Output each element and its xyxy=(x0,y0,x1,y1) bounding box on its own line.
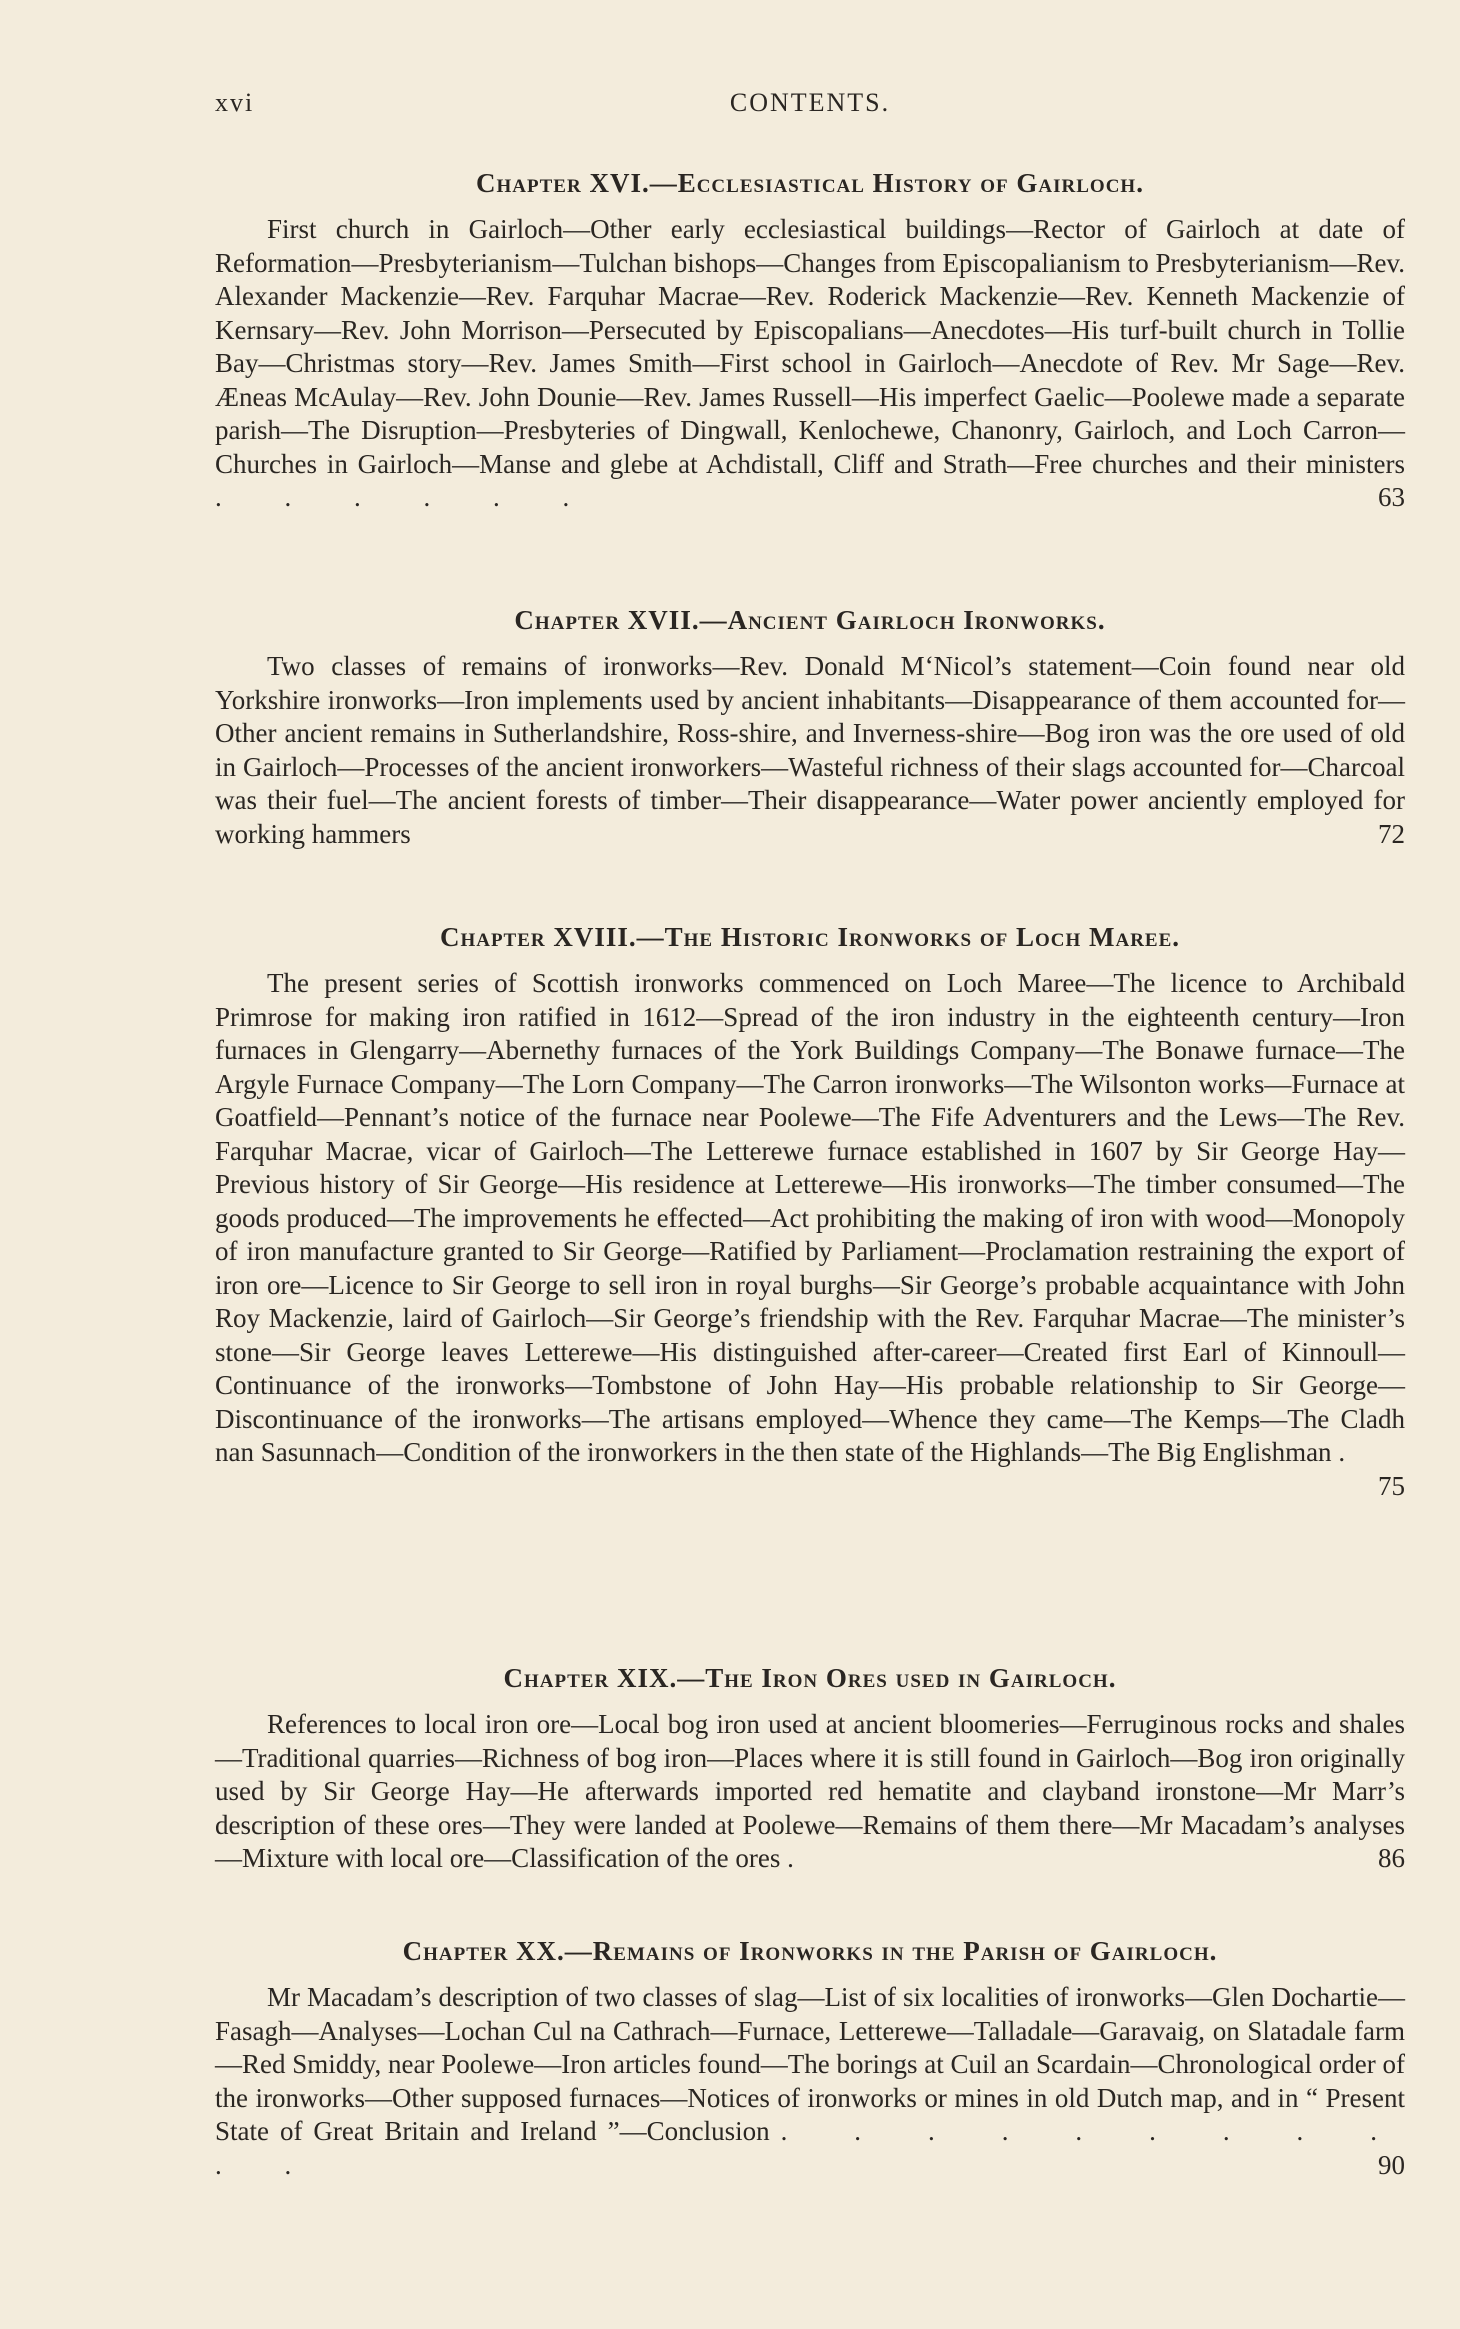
page-reference: 63 xyxy=(1378,482,1405,512)
chapter-title: Chapter XVI.—Ecclesiastical History of Gairloch. xyxy=(476,168,1144,198)
page-reference: 90 xyxy=(1378,2149,1405,2180)
running-head xyxy=(215,88,1405,128)
chapter-title: Chapter XVIII.—The Historic Ironworks of Loch Maree. xyxy=(439,922,1181,952)
summary-text: First church in Gairloch—Other early ecclesiastical buildings—Rector of Gairloch at date of Reformation—Presbyterianism—Tulchan bishops—Changes from Episcopalianism to Presbyterianism—Rev. Alexander Mackenzie—Rev. Farquhar Macrae—Rev. Roderick Mackenzie—Rev. Kenneth Mackenzie of Kernsary—Rev. John Morrison—Persecuted by Episcopalians—Anecdotes—His turf-built church in Tollie Bay—Christmas story—Rev. James Smith—First school in Gairloch—Anecdote of Rev. Mr Sage—Rev. Æneas McAulay—Rev. John Dounie—Rev. James Russell—His imperfect Gaelic—Poolewe made a separate parish—The Disruption—Presbyteries of Dingwall, Kenlochewe, Chanonry, Gairloch, and Loch Carron—Churches in Gairloch—Manse and glebe at Achdistall, Cliff and Strath—Free churches and their ministers xyxy=(215,214,1405,479)
chapter-xviii xyxy=(215,922,1405,1503)
page-reference: 72 xyxy=(1378,818,1405,849)
page-number: xvi xyxy=(215,88,255,117)
summary-text: Two classes of remains of ironworks—Rev. Donald M‘Nicol’s statement—Coin found near old Yorkshire ironworks—Iron implements used by ancient inhabitants—Disappearance of them accounted for—Other ancient remains in Sutherlandshire, Ross-shire, and Inverness-shire—Bog iron was the ore used of old in Gairloch—Processes of the ancient ironworkers—Wasteful richness of their slags accounted for—Charcoal was their fuel—The ancient forests of timber—Their disappearance—Water power anciently employed for working hammers xyxy=(215,651,1405,849)
summary-text: References to local iron ore—Local bog iron used at ancient bloomeries—Ferruginous rocks and shales—Traditional quarries—Richness of bog iron—Places where it is still found in Gairloch—Bog iron originally used by Sir George Hay—He afterwards imported red hematite and clayband ironstone—Mr Marr’s description of these ores—They were landed at Poolewe—Remains of them there—Mr Macadam’s analyses—Mixture with local ore—Classification of the ores xyxy=(215,1709,1405,1873)
dot-leaders: . . . . . . . . . . . xyxy=(215,2116,1406,2180)
chapter-xx xyxy=(215,1936,1405,2182)
chapter-summary xyxy=(215,1708,1405,1876)
chapter-xvi xyxy=(215,168,1405,515)
page-reference: 86 xyxy=(1378,1843,1405,1873)
chapter-title: Chapter XX.—Remains of Ironworks in the Parish of Gairloch. xyxy=(402,1936,1218,1966)
summary-text: Mr Macadam’s description of two classes of slag—List of six localities of ironworks—Glen Dochartie—Fasagh—Analyses—Lochan Cul na Cathrach—Furnace, Letterewe—Talladale—Garavaig, on Slatadale farm—Red Smiddy, near Poolewe—Iron articles found—The borings at Cuil an Scardain—Chronological order of the ironworks—Other supposed furnaces—Notices of ironworks or mines in old Dutch map, and in “ Present State of Great Britain and Ireland ”—Conclusion xyxy=(215,1982,1405,2146)
chapter-title: Chapter XIX.—The Iron Ores used in Gairloch. xyxy=(503,1663,1117,1693)
dot-leaders: . xyxy=(1338,1437,1374,1467)
running-title: CONTENTS. xyxy=(729,88,891,117)
chapter-xvii xyxy=(215,605,1405,851)
page-reference: 75 xyxy=(1378,1470,1405,1501)
chapter-summary xyxy=(215,1981,1405,2182)
chapter-summary xyxy=(215,213,1405,515)
summary-text: The present series of Scottish ironworks commenced on Loch Maree—The licence to Archibald Primrose for making iron ratified in 1612—Spread of the iron industry in the eighteenth century—Iron furnaces in Glengarry—Abernethy furnaces of the York Buildings Company—The Bonawe furnace—The Argyle Furnace Company—The Lorn Company—The Carron ironworks—The Wilsonton works—Furnace at Goatfield—Pennant’s notice of the furnace near Poolewe—The Fife Adventurers and the Lews—The Rev. Farquhar Macrae, vicar of Gairloch—The Letterewe furnace established in 1607 by Sir George Hay—Previous history of Sir George—His residence at Letterewe—His ironworks—The timber consumed—The goods produced—The improvements he effected—Act prohibiting the making of iron with wood—Monopoly of iron manufacture granted to Sir George—Ratified by Parliament—Proclamation restraining the export of iron ore—Licence to Sir George to sell iron in royal burghs—Sir George’s probable acquaintance with John Roy Mackenzie, laird of Gairloch—Sir George’s friendship with the Rev. Farquhar Macrae—The minister’s stone—Sir George leaves Letterewe—His distinguished after-career—Created first Earl of Kinnoull—Continuance of the ironworks—Tombstone of John Hay—His probable relationship to Sir George—Discontinuance of the ironworks—The artisans employed—Whence they came—The Kemps—The Cladh nan Sasunnach—Condition of the ironworkers in the then state of the Highlands—The Big Englishman xyxy=(215,968,1405,1467)
dot-leaders: . . . . . . xyxy=(215,482,598,512)
chapter-summary xyxy=(215,967,1405,1501)
chapter-title: Chapter XVII.—Ancient Gairloch Ironworks. xyxy=(514,605,1106,635)
chapter-summary xyxy=(215,650,1405,851)
chapter-xix xyxy=(215,1663,1405,1876)
dot-leaders: . xyxy=(787,1843,822,1873)
